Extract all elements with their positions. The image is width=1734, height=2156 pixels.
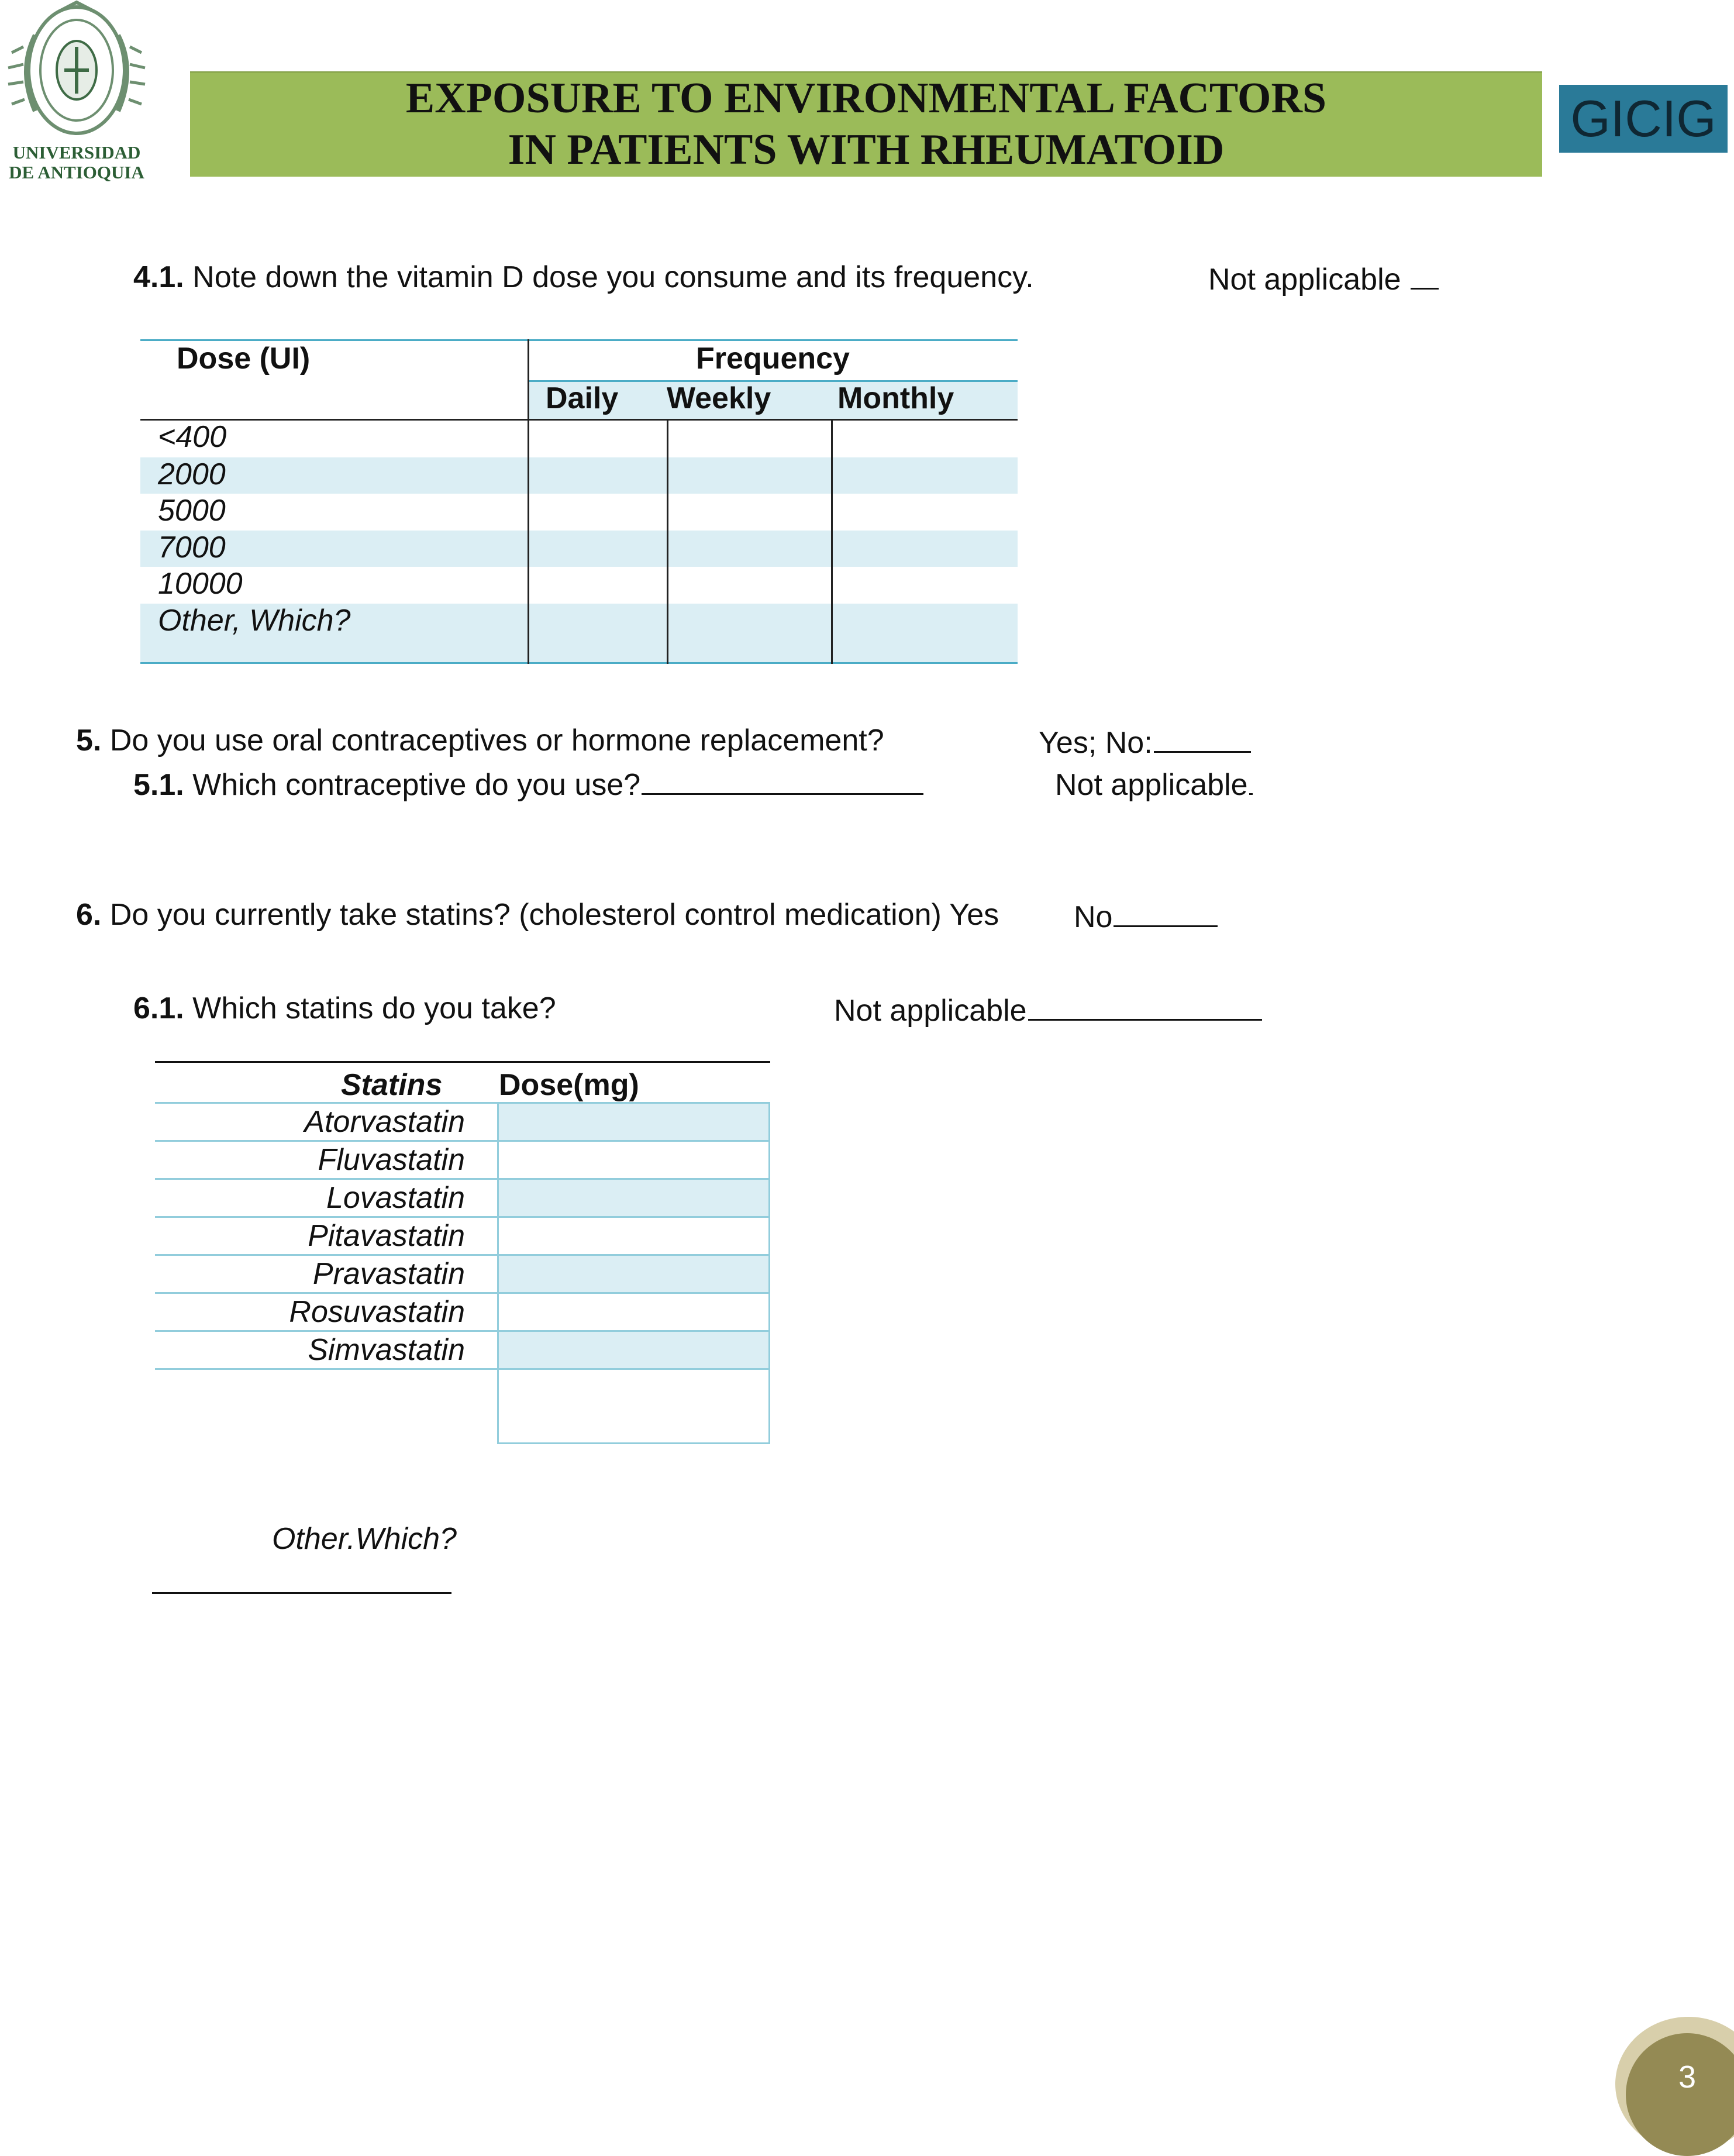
dose-row: 5000 <box>158 494 226 528</box>
q6-no[interactable] <box>1074 896 1218 936</box>
frequency-header: Frequency <box>696 342 850 376</box>
q61-not-applicable[interactable] <box>834 990 1262 1029</box>
question-6-1-text: Which statins do you take? <box>184 991 556 1025</box>
question-4-1 <box>133 259 1034 296</box>
q5-answers[interactable] <box>1039 722 1251 762</box>
dose-mg-header: Dose(mg) <box>499 1068 639 1102</box>
statin-row: Pravastatin <box>312 1257 465 1291</box>
logo-text-line2: DE ANTIOQUIA <box>9 162 144 182</box>
statin-row: Fluvastatin <box>318 1143 465 1177</box>
q5-answer-blank[interactable] <box>1154 722 1251 753</box>
col-daily: Daily <box>546 381 619 415</box>
logo-text-line1: UNIVERSIDAD <box>12 142 141 163</box>
statin-row: Rosuvastatin <box>289 1295 465 1329</box>
q6-no-label: No <box>1074 900 1113 934</box>
statin-row: Lovastatin <box>326 1181 465 1215</box>
university-seal-icon <box>0 0 153 146</box>
q51-not-applicable-label: Not applicable <box>1055 768 1248 802</box>
page-title <box>190 73 1542 175</box>
question-5 <box>76 722 884 759</box>
question-6 <box>76 896 999 934</box>
statin-row: Atorvastatin <box>304 1105 465 1139</box>
question-6-number: 6. <box>76 898 102 932</box>
gicig-badge: GICIG <box>1559 85 1728 153</box>
question-4-1-number: 4.1. <box>133 260 184 294</box>
page-number: 3 <box>1626 2033 1734 2156</box>
dose-header: Dose (UI) <box>177 342 311 376</box>
q5-yes-no-label: Yes; No: <box>1039 726 1153 760</box>
question-4-1-text: Note down the vitamin D dose you consume and its frequency. <box>184 260 1034 294</box>
dose-row: 2000 <box>158 457 226 491</box>
question-6-text: Do you currently take statins? (cholesterol control medication) Yes <box>101 898 999 932</box>
other-which-label: Other.Which? <box>272 1522 457 1556</box>
dose-input-lovastatin[interactable] <box>497 1178 770 1218</box>
dose-input-atorvastatin[interactable] <box>497 1102 770 1142</box>
q41-not-applicable-label: Not applicable <box>1208 263 1409 297</box>
vitamin-d-table <box>140 339 1018 664</box>
question-5-1 <box>133 764 923 804</box>
dose-input-other[interactable] <box>497 1368 770 1444</box>
dose-row: Other, Which? <box>158 604 351 638</box>
q41-not-applicable-blank[interactable] <box>1411 259 1439 290</box>
dose-input-fluvastatin[interactable] <box>497 1140 770 1180</box>
q51-not-applicable[interactable] <box>1055 764 1253 804</box>
contraceptive-blank[interactable] <box>642 764 923 795</box>
question-6-1-number: 6.1. <box>133 991 184 1025</box>
statins-table <box>155 1061 770 1447</box>
dose-row: 7000 <box>158 531 226 564</box>
dose-input-pitavastatin[interactable] <box>497 1216 770 1256</box>
question-5-text: Do you use oral contraceptives or hormone replacement? <box>101 724 884 757</box>
question-6-1 <box>133 990 556 1027</box>
dose-input-simvastatin[interactable] <box>497 1330 770 1370</box>
statins-header: Statins <box>341 1068 443 1102</box>
question-5-number: 5. <box>76 724 102 757</box>
question-5-1-number: 5.1. <box>133 768 184 802</box>
q61-not-applicable-blank[interactable] <box>1028 990 1262 1021</box>
page-title-line1: EXPOSURE TO ENVIRONMENTAL FACTORS <box>405 74 1327 122</box>
dose-input-pravastatin[interactable] <box>497 1254 770 1294</box>
q51-not-applicable-blank[interactable] <box>1249 764 1253 795</box>
col-monthly: Monthly <box>837 381 954 415</box>
statin-row: Simvastatin <box>308 1333 465 1367</box>
dose-row: <400 <box>158 420 227 454</box>
statin-row: Pitavastatin <box>308 1219 465 1253</box>
page-title-line2: IN PATIENTS WITH RHEUMATOID <box>508 126 1225 174</box>
q61-not-applicable-label: Not applicable <box>834 994 1027 1028</box>
dose-input-rosuvastatin[interactable] <box>497 1292 770 1332</box>
question-5-1-text: Which contraceptive do you use? <box>184 768 641 802</box>
q6-no-blank[interactable] <box>1114 896 1218 927</box>
col-weekly: Weekly <box>667 381 771 415</box>
q41-not-applicable[interactable] <box>1208 259 1439 298</box>
dose-row: 10000 <box>158 567 243 601</box>
other-which-blank[interactable] <box>152 1592 451 1594</box>
